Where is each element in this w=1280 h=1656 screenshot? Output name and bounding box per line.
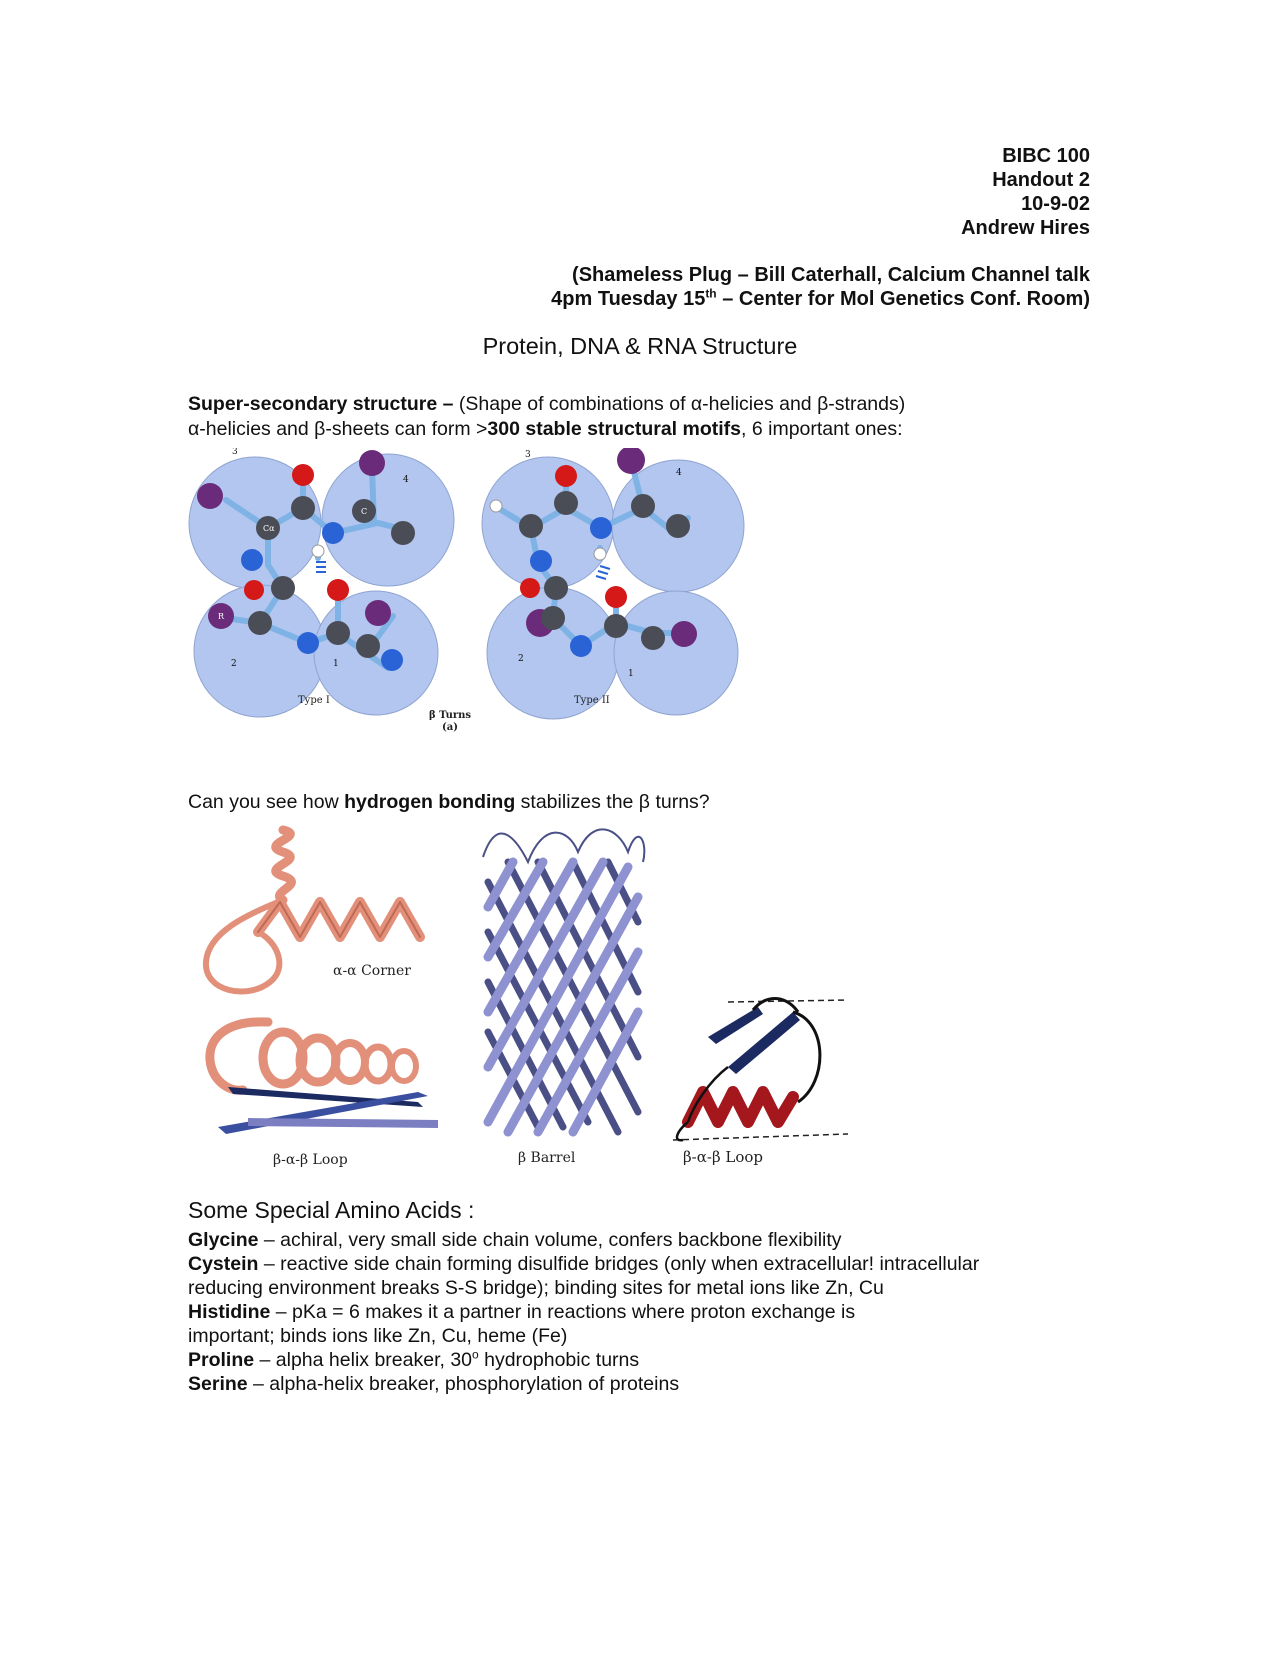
supersecondary-label: Super-secondary structure –: [188, 393, 454, 415]
beta-barrel: [483, 829, 644, 1132]
residue-2-type1: 2: [231, 659, 237, 669]
beta-turns-caption: β Turns: [428, 710, 472, 721]
question-end: stabilizes the β turns?: [515, 791, 710, 813]
motifs-count: 300 stable structural motifs: [487, 418, 742, 440]
bab-loop-left-ribbon: [210, 1022, 416, 1090]
calpha-label-type1: Cα: [263, 524, 275, 533]
bab-loop-right: [673, 998, 848, 1140]
type2-hbond: [596, 566, 610, 579]
cystein-desc-1: – reactive side chain forming disulfide bridges (only when extracellular! intracellular: [258, 1253, 980, 1275]
beta-turns-subcaption: (a): [442, 722, 458, 733]
serine-name: Serine: [188, 1373, 248, 1395]
cystein-line-2: reducing environment breaks S-S bridge); binding sites for metal ions like Zn, Cu: [188, 1277, 884, 1299]
supersecondary-line-2: [188, 417, 903, 441]
histidine-name: Histidine: [188, 1301, 271, 1323]
handout-date: 10-9-02: [1021, 193, 1090, 215]
carbon-label-type1: C: [361, 507, 368, 516]
residue-3-type2: 3: [525, 450, 531, 460]
proline-desc-end: hydrophobic turns: [478, 1349, 640, 1371]
rgroup-label-type1: R: [218, 612, 225, 621]
alpha-alpha-corner-label: α-α Corner: [333, 963, 411, 979]
plug-line-2-start: 4pm Tuesday 15: [551, 288, 706, 310]
question-bold: hydrogen bonding: [344, 791, 516, 813]
author-name: Andrew Hires: [961, 217, 1090, 239]
serine-line: [188, 1372, 679, 1396]
question-start: Can you see how: [188, 791, 345, 813]
glycine-line: [188, 1228, 842, 1252]
amino-acids-heading: Some Special Amino Acids :: [188, 1197, 475, 1223]
histidine-line-2: important; binds ions like Zn, Cu, heme (Fe): [188, 1325, 568, 1347]
motifs-figure: [188, 822, 848, 1182]
histidine-desc-1: – pKa = 6 makes it a partner in reactions where proton exchange is: [270, 1301, 856, 1323]
plug-line-1: (Shameless Plug – Bill Caterhall, Calcium Channel talk: [572, 264, 1090, 286]
type1-hbond: [316, 562, 326, 572]
proline-name: Proline: [188, 1349, 255, 1371]
type1-spheres: [189, 454, 454, 717]
course-code: BIBC 100: [1002, 145, 1090, 167]
motifs-end: , 6 important ones:: [741, 418, 903, 440]
type-1-label: Type I: [298, 695, 330, 706]
proline-line: [188, 1348, 639, 1372]
bab-loop-left-strands: [218, 1087, 438, 1134]
hbond-question: [188, 790, 710, 814]
cystein-line-1: [188, 1252, 979, 1276]
motifs-start: α-helicies and β-sheets can form >: [188, 418, 488, 440]
bab-loop-left-label: β-α-β Loop: [273, 1152, 348, 1168]
cystein-name: Cystein: [188, 1253, 259, 1275]
residue-3-type1: 3: [232, 448, 238, 457]
residue-4-type2: 4: [676, 468, 682, 478]
residue-2-type2: 2: [518, 654, 524, 664]
plug-line-2: [551, 287, 1090, 311]
glycine-desc: – achiral, very small side chain volume, confers backbone flexibility: [258, 1229, 842, 1251]
type-2-label: Type II: [574, 695, 610, 706]
plug-line-2-end: – Center for Mol Genetics Conf. Room): [716, 288, 1090, 310]
bab-loop-right-label: β-α-β Loop: [683, 1148, 764, 1166]
proline-desc-start: – alpha helix breaker, 30: [254, 1349, 473, 1371]
supersecondary-desc: (Shape of combinations of α-helicies and β-strands): [453, 393, 906, 415]
serine-desc: – alpha-helix breaker, phosphorylation of proteins: [247, 1373, 680, 1395]
residue-1-type2: 1: [628, 669, 634, 679]
histidine-line-1: [188, 1300, 855, 1324]
residue-4-type1: 4: [403, 475, 409, 485]
plug-superscript: th: [705, 286, 717, 301]
beta-barrel-label: β Barrel: [518, 1150, 576, 1166]
handout-number: Handout 2: [992, 169, 1090, 191]
residue-1-type1: 1: [333, 659, 339, 669]
supersecondary-line-1: [188, 392, 905, 416]
glycine-name: Glycine: [188, 1229, 259, 1251]
beta-turns-figure: [188, 448, 748, 763]
page-title: Protein, DNA & RNA Structure: [482, 333, 798, 359]
degree-superscript: o: [472, 1347, 479, 1362]
